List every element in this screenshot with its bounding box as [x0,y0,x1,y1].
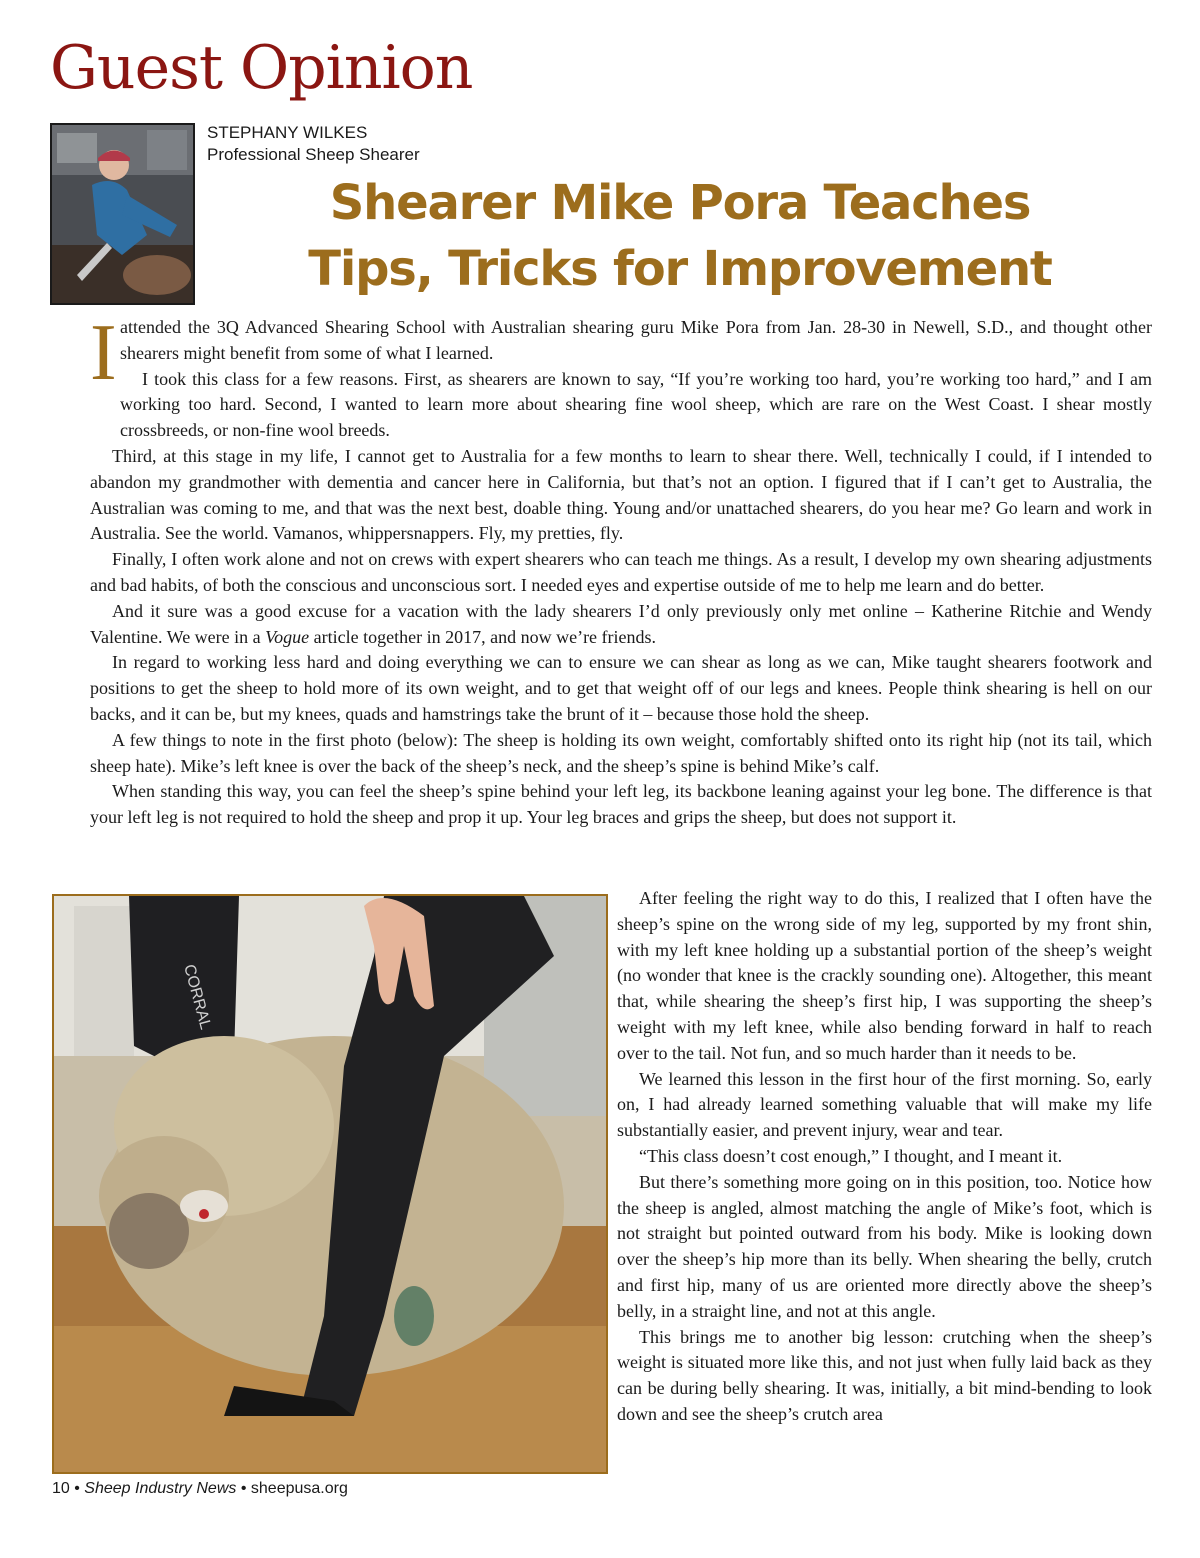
column-paragraph-2: We learned this lesson in the first hour of the first morning. So, early on, I had already learned something valuable that will make my life substantially easier, and prevent injury, wear and tear. [617,1068,1152,1141]
author-photo-image [52,125,193,303]
column-paragraph-3: “This class doesn’t cost enough,” I thought, and I meant it. [639,1145,1063,1166]
page-number: 10 • [52,1480,80,1497]
article-headline [300,170,1060,302]
paragraph-6: In regard to working less hard and doing everything we can to ensure we can shear as long as we can, Mike taught shearers footwork and positions to get the sheep to hold more of its own weight, and to get that weight off of our legs and knees. People think shearing is hell on our backs, and it can be, but my knees, quads and hamstrings take the brunt of it – because those hold the sheep. [90,652,1152,724]
paragraph-5 [90,599,1152,651]
paragraph-5-start: And it sure was a good excuse for a vacation with the lady shearers I’d only previously only met online – Katherine Ritchie and Wendy Valentine. We were in a [90,600,1152,647]
author-photo [50,123,195,305]
paragraph-7: A few things to note in the first photo (below): The sheep is holding its own weight, comfortably shifted onto its right hip (not its tail, which sheep hate). Mike’s left knee is over the back of the sheep’s neck, and the sheep’s spine is behind Mike’s calf. [90,729,1152,776]
footer-separator: • [240,1480,247,1497]
publication-name: Sheep Industry News [84,1480,237,1497]
page-footer [52,1480,348,1498]
column-paragraph-4: But there’s something more going on in this position, too. Notice how the sheep is angled, almost matching the angle of Mike’s foot, which is not straight but pointed outward from his body. Mike is looking down over the sheep’s hip more than its belly. When shearing the belly, crutch and first hip, many of us are oriented more directly above the sheep’s belly, in a straight line, and not at this angle. [617,1171,1152,1321]
headline-line-2: Tips, Tricks for Improvement [308,241,1052,297]
author-byline [207,122,420,166]
headline-line-1: Shearer Mike Pora Teaches [329,175,1031,231]
column-paragraph-1: After feeling the right way to do this, I realized that I often have the sheep’s spine on the wrong side of my leg, supported by my front shin, with my left knee holding up a substantial portion of the sheep’s weight (no wonder that knee is the crackly sounding one). Altogether, this meant that, while shearing the sheep’s first hip, I was supporting the sheep’s weight with my left knee, while also bending forward in half to reach over to the tail. Not fun, and so much harder than it needs to be. [617,888,1152,1063]
photo-pants-text: CORRAL [180,962,214,1032]
paragraph-1: attended the 3Q Advanced Shearing School with Australian shearing guru Mike Pora from Jan. 28-30 in Newell, S.D., and thought other shearers might benefit from some of what I learned. [120,317,1152,363]
paragraph-2-text: I took this class for a few reasons. First, as shearers are known to say, “If you’re working too hard, you’re working too hard,” and I am working too hard. Second, I wanted to learn more about shearing fine wool sheep, which are rare on the West Coast. I shear mostly crossbreeds, or non-fine wool breeds. [120,368,1152,441]
drop-cap: I [90,309,117,397]
author-title: Professional Sheep Shearer [207,145,420,164]
column-paragraph-5: This brings me to another big lesson: crutching when the sheep’s weight is situated more like this, and not just when fully laid back as they can be during belly shearing. It was, initially, a bit mind-bending to look down and see the sheep’s crutch area [617,1326,1152,1424]
paragraph-2 [90,367,1152,444]
paragraph-3: Third, at this stage in my life, I cannot get to Australia for a few months to learn to shear there. Well, technically I could, if I intended to abandon my grandmother with dementia and cancer here in California, but that’s not an option. I figured that if I can’t get to Australia, the Australian was coming to me, and that was the next best, doable thing. Young and/or unattached shearers, do you hear me? Go learn and work in Australia. See the world. Vamanos, whippersnappers. Fly, my pretties, fly. [90,445,1152,544]
shearing-photo-image [54,896,606,1472]
website-link[interactable]: sheepusa.org [250,1480,348,1497]
paragraph-5-end: article together in 2017, and now we’re friends. [309,626,657,647]
author-name: STEPHANY WILKES [207,123,368,142]
article-body-full-width [90,309,1152,831]
paragraph-5-italic: Vogue [265,626,310,647]
shearing-photo [52,894,608,1474]
paragraph-8: When standing this way, you can feel the sheep’s spine behind your left leg, its backbone leaning against your leg bone. The difference is that your left leg is not required to hold the sheep and prop it up. Your leg braces and grips the sheep, but does not support it. [90,781,1152,828]
article-body-column [617,886,1152,1428]
paragraph-4: Finally, I often work alone and not on crews with expert shearers who can teach me things. As a result, I develop my own shearing adjustments and bad habits, of both the conscious and unconscious sort. I needed eyes and expertise outside of me to help me learn and do better. [90,549,1152,595]
section-title: Guest Opinion [50,33,473,103]
